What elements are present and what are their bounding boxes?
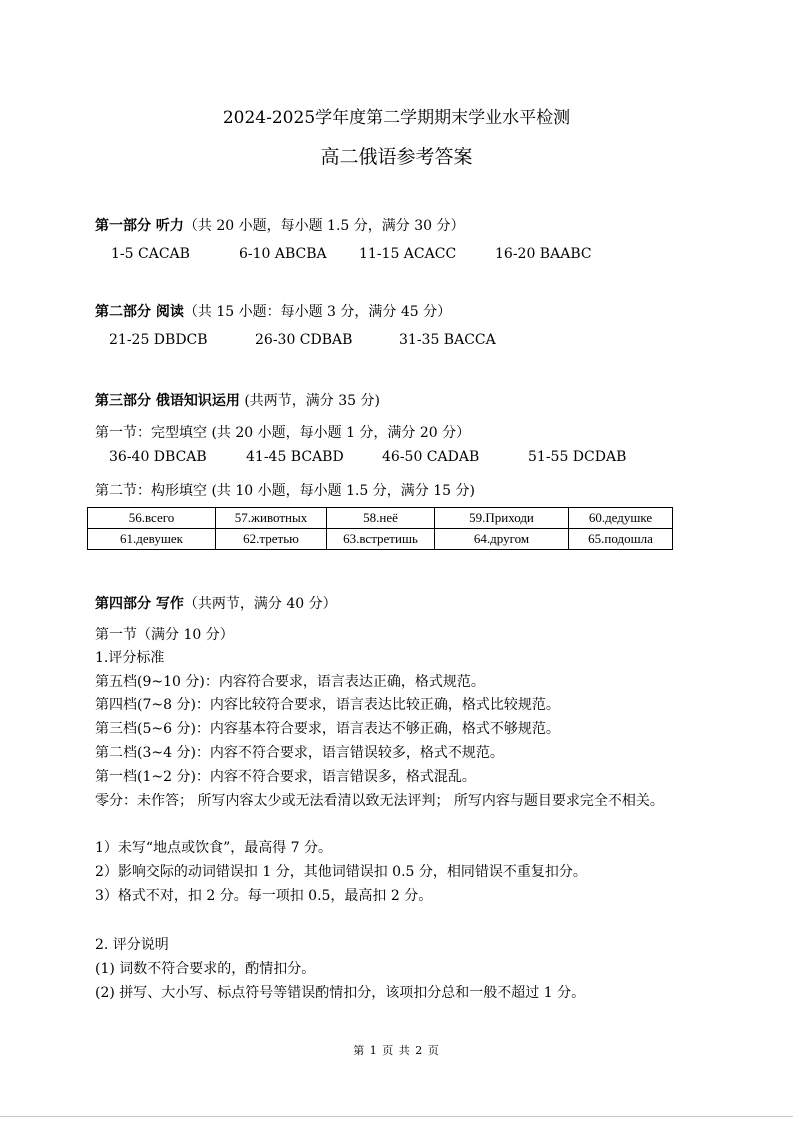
criteria-item: 第三档(5~6 分)：内容基本符合要求，语言表达不够正确，格式不够规范。: [95, 721, 560, 737]
part4-heading-line: [95, 594, 337, 614]
part3-section2-title: 第二节：构形填空 (共 10 小题，每小题 1.5 分，满分 15 分): [95, 483, 475, 499]
part2-answer: 21-25 DBDCB: [109, 332, 208, 348]
document-title: 2024-2025学年度第二学期期末学业水平检测: [222, 108, 571, 128]
table-row: [88, 529, 673, 550]
zero-score-rule: 零分：未作答； 所写内容太少或无法看清以致无法评判； 所写内容与题目要求完全不相关。: [95, 793, 664, 809]
part3-section1-title: 第一节：完型填空 (共 20 小题，每小题 1 分，满分 20 分）: [95, 425, 471, 441]
document-subtitle: 高二俄语参考答案: [320, 146, 473, 168]
table-cell: 56.всего: [88, 508, 216, 529]
part1-answer: 1-5 CACAB: [111, 246, 190, 262]
table-cell: 61.девушек: [88, 529, 216, 550]
part2-heading-line: [95, 302, 451, 322]
deduction-item: 3）格式不对，扣 2 分。每一项扣 0.5，最高扣 2 分。: [95, 888, 433, 904]
part2-answer: 31-35 BACCA: [399, 332, 496, 348]
table-cell: 65.подошла: [569, 529, 673, 550]
part2-note: （共 15 小题：每小题 3 分，满分 45 分）: [183, 304, 452, 320]
page-number: 第 1 页 共 2 页: [353, 1044, 440, 1057]
part2-answer: 26-30 CDBAB: [255, 332, 353, 348]
part1-heading: 第一部分 听力: [95, 218, 184, 234]
table-cell: 57.животных: [216, 508, 327, 529]
table-row: [88, 508, 673, 529]
part1-answer: 6-10 ABCBA: [239, 246, 327, 262]
part3-answer: 46-50 CADAB: [382, 449, 480, 465]
part4-heading: 第四部分 写作: [95, 596, 184, 612]
criteria-item: 第五档(9~10 分)：内容符合要求，语言表达正确，格式规范。: [95, 674, 485, 690]
table-cell: 64.другом: [435, 529, 569, 550]
bottom-divider: [0, 1116, 793, 1117]
part3-answer: 41-45 BCABD: [246, 449, 344, 465]
table-cell: 62.третью: [216, 529, 327, 550]
criteria-item: 第四档(7~8 分)：内容比较符合要求，语言表达比较正确，格式比较规范。: [95, 697, 560, 713]
deduction-item: 2）影响交际的动词错误扣 1 分，其他词错误扣 0.5 分，相同错误不重复扣分。: [95, 864, 587, 880]
table-cell: 59.Приходи: [435, 508, 569, 529]
table-cell: 63.встретишь: [327, 529, 435, 550]
part3-answer: 51-55 DCDAB: [528, 449, 627, 465]
criteria-item: 第二档(3~4 分)：内容不符合要求，语言错误较多，格式不规范。: [95, 745, 504, 761]
part2-heading: 第二部分 阅读: [95, 304, 184, 320]
criteria-item: 第一档(1~2 分)：内容不符合要求，语言错误多，格式混乱。: [95, 769, 476, 785]
part1-answer: 16-20 BAABC: [495, 246, 592, 262]
part1-answer: 11-15 ACACC: [359, 246, 457, 262]
deduction-item: 1）未写“地点或饮食”，最高得 7 分。: [95, 840, 333, 856]
criteria-title: 1.评分标准: [95, 650, 165, 666]
table-cell: 58.неё: [327, 508, 435, 529]
table-cell: 60.дедушке: [569, 508, 673, 529]
notes-item: (2) 拼写、大小写、标点符号等错误酌情扣分，该项扣分总和一般不超过 1 分。: [95, 985, 586, 1001]
part3-answer: 36-40 DBCAB: [109, 449, 207, 465]
part1-note: （共 20 小题，每小题 1.5 分，满分 30 分）: [183, 218, 465, 234]
part4-section1-title: 第一节（满分 10 分）: [95, 627, 234, 643]
part4-note: （共两节，满分 40 分）: [183, 596, 337, 612]
part3-heading: 第三部分 俄语知识运用: [95, 393, 240, 409]
part3-note: (共两节，满分 35 分): [239, 393, 380, 409]
notes-item: (1) 词数不符合要求的，酌情扣分。: [95, 961, 316, 977]
part3-heading-line: [95, 391, 380, 411]
answer-table: [87, 507, 673, 550]
notes-title: 2. 评分说明: [95, 937, 169, 953]
part1-heading-line: [95, 216, 464, 236]
